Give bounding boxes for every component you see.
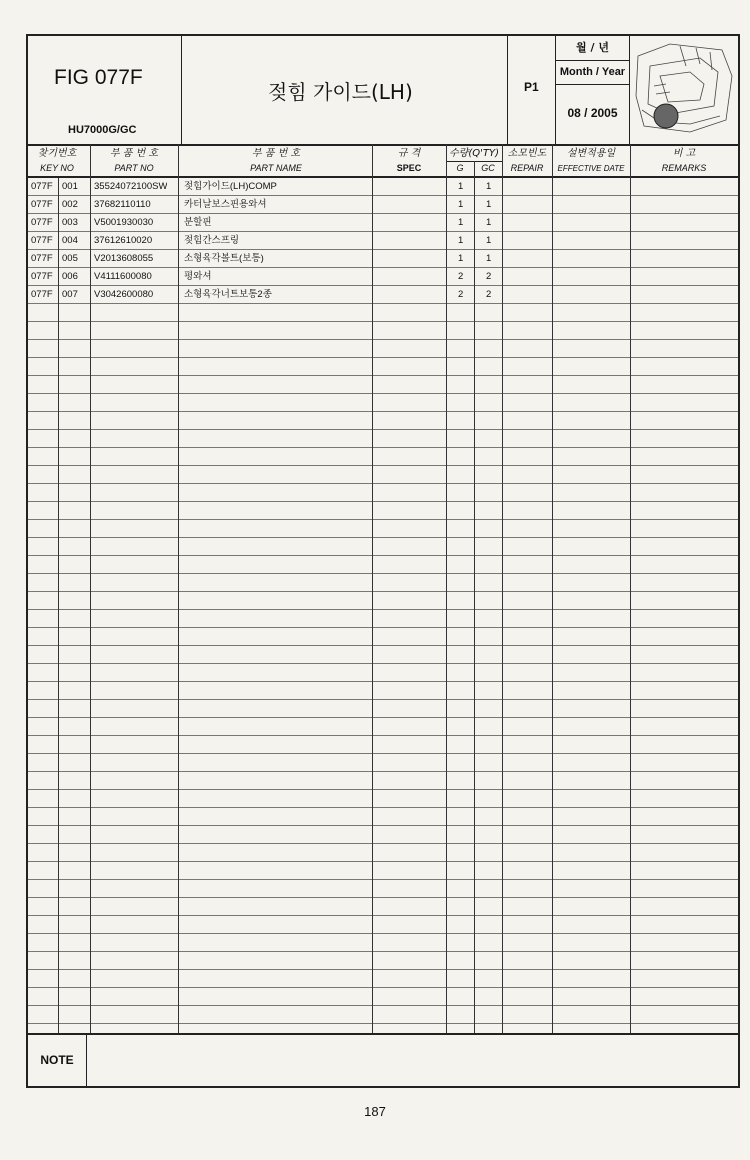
divider-spec <box>372 144 373 1033</box>
cell-qty-gc: 1 <box>486 181 492 192</box>
table-row <box>28 772 738 790</box>
cell-part-no: V3042600080 <box>94 289 154 300</box>
cell-qty-g: 1 <box>458 253 464 264</box>
date-label-ko: 월 / 년 <box>556 36 629 61</box>
table-row <box>28 214 738 232</box>
cell-fig: 077F <box>31 181 53 192</box>
table-row <box>28 484 738 502</box>
table-row <box>28 502 738 520</box>
cell-qty-gc: 1 <box>486 235 492 246</box>
cell-qty-g: 1 <box>458 217 464 228</box>
col-remarks: 비 고 REMARKS <box>661 148 707 173</box>
figure-cell <box>28 36 182 144</box>
cell-qty-g: 1 <box>458 181 464 192</box>
date-value: 08 / 2005 <box>567 106 618 120</box>
cell-fig: 077F <box>31 199 53 210</box>
table-row <box>28 394 738 412</box>
table-row <box>28 970 738 988</box>
table-row <box>28 880 738 898</box>
table-row <box>28 664 738 682</box>
divider-qty <box>446 144 447 1033</box>
divider-remarks <box>630 144 631 1033</box>
cell-qty-gc: 1 <box>486 217 492 228</box>
divider-repair <box>502 144 503 1033</box>
table-row <box>28 682 738 700</box>
table-row <box>28 754 738 772</box>
cell-qty-g: 1 <box>458 235 464 246</box>
cell-part-name: 카터날보스핀용와셔 <box>184 199 267 210</box>
col-effective-date: 설변적용일 EFFECTIVE DATE <box>557 148 625 173</box>
divider-effective <box>552 144 553 1033</box>
cell-part-no: 35524072100SW <box>94 181 168 192</box>
table-row <box>28 268 738 286</box>
table-row <box>28 232 738 250</box>
table-row <box>28 466 738 484</box>
cell-part-no: V4111600080 <box>94 271 152 282</box>
note-label: NOTE <box>28 1035 87 1086</box>
col-qty-gc: GC <box>481 163 495 173</box>
cell-key: 002 <box>62 199 78 210</box>
table-row <box>28 448 738 466</box>
date-label-en: Month / Year <box>556 60 629 85</box>
cell-qty-gc: 1 <box>486 253 492 264</box>
cell-fig: 077F <box>31 271 53 282</box>
table-row <box>28 1006 738 1024</box>
table-row <box>28 304 738 322</box>
table-row <box>28 844 738 862</box>
cell-qty-g: 1 <box>458 199 464 210</box>
cell-part-no: 37682110110 <box>94 199 151 210</box>
col-key: 찾기번호 KEY NO <box>37 148 77 173</box>
page-cell <box>508 36 556 144</box>
table-row <box>28 250 738 268</box>
divider-part-name <box>178 144 179 1033</box>
cell-key: 003 <box>62 217 78 228</box>
cell-part-name: 평와셔 <box>184 271 212 282</box>
page-code: P1 <box>524 80 539 94</box>
cell-qty-gc: 1 <box>486 199 492 210</box>
col-repair: 소모빈도 REPAIR <box>507 148 547 173</box>
cell-part-name: 소형육각볼트(보통) <box>184 253 264 264</box>
col-spec: 규 격 SPEC <box>396 148 422 173</box>
cell-fig: 077F <box>31 253 53 264</box>
model-label: HU7000G/GC <box>68 124 137 136</box>
column-header-row <box>28 144 738 178</box>
cell-key: 007 <box>62 289 78 300</box>
table-row <box>28 988 738 1006</box>
table-row <box>28 286 738 304</box>
table-row <box>28 808 738 826</box>
cell-qty-gc: 2 <box>486 271 492 282</box>
date-cell <box>556 36 630 144</box>
parts-table <box>28 178 738 1033</box>
table-row <box>28 790 738 808</box>
table-row <box>28 952 738 970</box>
cell-key: 001 <box>62 181 78 192</box>
table-row <box>28 430 738 448</box>
table-row <box>28 628 738 646</box>
table-row <box>28 916 738 934</box>
col-part-name: 부 품 번 호 PART NAME <box>250 148 302 173</box>
table-row <box>28 610 738 628</box>
cell-qty-g: 2 <box>458 289 464 300</box>
col-qty: 수량(Q'TY) G GC <box>446 146 502 176</box>
combine-harvester-sketch <box>630 36 738 144</box>
table-row <box>28 862 738 880</box>
table-row <box>28 196 738 214</box>
divider-key <box>58 178 59 1033</box>
cell-key: 006 <box>62 271 78 282</box>
cell-qty-gc: 2 <box>486 289 492 300</box>
table-row <box>28 592 738 610</box>
table-row <box>28 376 738 394</box>
table-row <box>28 898 738 916</box>
divider-qty-split <box>474 161 475 1033</box>
table-row <box>28 520 738 538</box>
page-title: 젖힘 가이드(LH) <box>268 80 413 104</box>
table-row <box>28 322 738 340</box>
cell-part-name: 분할핀 <box>184 217 212 228</box>
cell-part-name: 소형육각너트보통2종 <box>184 289 272 300</box>
cell-part-name: 젖힘간스프링 <box>184 235 240 246</box>
table-row <box>28 736 738 754</box>
table-row <box>28 178 738 196</box>
table-row <box>28 934 738 952</box>
cell-qty-g: 2 <box>458 271 464 282</box>
table-row <box>28 340 738 358</box>
table-row <box>28 556 738 574</box>
figure-label: FIG 077F <box>54 66 143 89</box>
table-row <box>28 412 738 430</box>
cell-fig: 077F <box>31 235 53 246</box>
title-cell <box>182 36 508 144</box>
cell-fig: 077F <box>31 289 53 300</box>
machine-thumbnail <box>630 36 738 144</box>
table-row <box>28 718 738 736</box>
cell-part-name: 젖힘가이드(LH)COMP <box>184 181 277 192</box>
cell-part-no: V5001930030 <box>94 217 154 228</box>
table-row <box>28 574 738 592</box>
page-number: 187 <box>364 1104 386 1119</box>
cell-part-no: V2013608055 <box>94 253 154 264</box>
cell-key: 005 <box>62 253 78 264</box>
cell-fig: 077F <box>31 217 53 228</box>
table-row <box>28 700 738 718</box>
divider-part-no <box>90 144 91 1033</box>
table-row <box>28 826 738 844</box>
table-row <box>28 358 738 376</box>
cell-key: 004 <box>62 235 78 246</box>
sheet-header <box>28 36 738 144</box>
table-row <box>28 646 738 664</box>
table-row <box>28 538 738 556</box>
cell-part-no: 37612610020 <box>94 235 153 246</box>
parts-list-sheet <box>26 34 740 1088</box>
note-section <box>28 1033 738 1086</box>
col-qty-g: G <box>456 163 464 173</box>
col-part-no: 부 품 번 호 PART NO <box>109 148 159 173</box>
